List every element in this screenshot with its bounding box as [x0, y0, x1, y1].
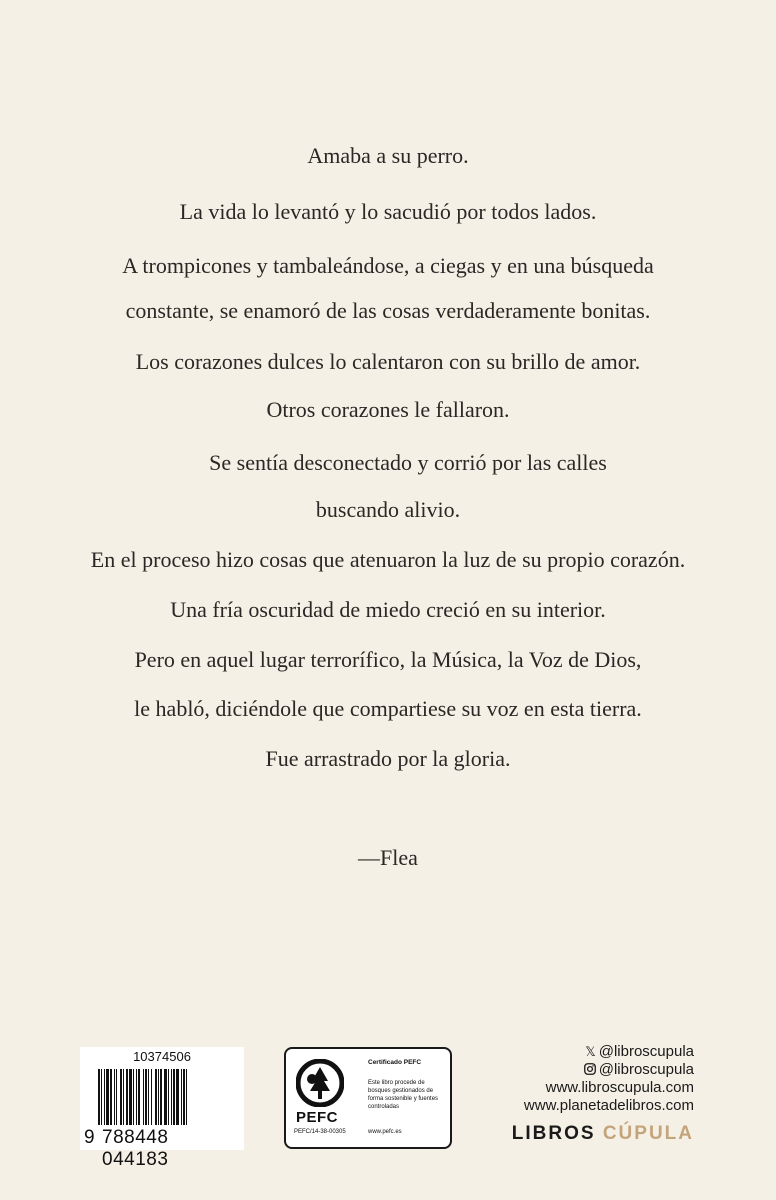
instagram-icon [584, 1061, 596, 1079]
wordmark-cupula: CÚPULA [602, 1123, 694, 1144]
publisher-info [512, 1043, 694, 1145]
publisher-website: www.libroscupula.com [545, 1079, 694, 1096]
poem-line: La vida lo levantó y lo sacudió por todos lados. [179, 199, 597, 224]
poem-line: Los corazones dulces lo calentaron con su brillo de amor. [135, 349, 641, 374]
x-handle: @libroscupula [598, 1043, 694, 1060]
publisher-wordmark [512, 1123, 694, 1145]
pefc-brand: PEFC [296, 1109, 339, 1126]
poem-line: le habló, diciéndole que compartiese su voz en esta tierra. [134, 696, 642, 721]
pefc-code: PEFC/14-38-00305 [294, 1129, 346, 1135]
pefc-title: Certificado PEFC [368, 1059, 422, 1066]
poem-line: Fue arrastrado por la gloria. [265, 746, 511, 771]
pefc-tree-logo-icon [296, 1059, 344, 1107]
barcode-top-number: 10374506 [133, 1049, 191, 1064]
isbn-barcode [80, 1047, 244, 1170]
wordmark-libros: LIBROS [511, 1123, 596, 1144]
barcode-bars [98, 1069, 228, 1125]
poem-line: A trompicones y tambaleándose, a ciegas y en una búsqueda [122, 253, 654, 278]
barcode-digits: 788448 044183 [102, 1127, 169, 1170]
pefc-description: Este libro procede de bosques gestionados de forma sostenible y fuentes controladas [368, 1080, 439, 1110]
poem-line: Pero en aquel lugar terrorífico, la Música, la Voz de Dios, [134, 647, 642, 672]
poem-line: En el proceso hizo cosas que atenuaron la luz de su propio corazón. [90, 547, 686, 572]
barcode-first-digit: 9 [84, 1127, 95, 1148]
instagram-handle-row [512, 1061, 694, 1079]
poem-line: Otros corazones le fallaron. [266, 397, 510, 422]
poem-line: buscando alivio. [315, 497, 461, 522]
x-icon: 𝕏 [585, 1044, 596, 1059]
poem-line: Se sentía desconectado y corrió por las calles [209, 450, 607, 475]
poem-line: constante, se enamoró de las cosas verdaderamente bonitas. [125, 298, 651, 323]
pefc-url: www.pefc.es [368, 1129, 402, 1135]
poem-line: Amaba a su perro. [307, 143, 469, 168]
poem-signature: —Flea [358, 845, 418, 870]
planeta-website: www.planetadelibros.com [523, 1097, 694, 1114]
x-handle-row [512, 1043, 694, 1061]
pefc-certificate [284, 1047, 452, 1149]
poem-line: Una fría oscuridad de miedo creció en su interior. [170, 597, 606, 622]
instagram-handle: @libroscupula [598, 1061, 694, 1078]
